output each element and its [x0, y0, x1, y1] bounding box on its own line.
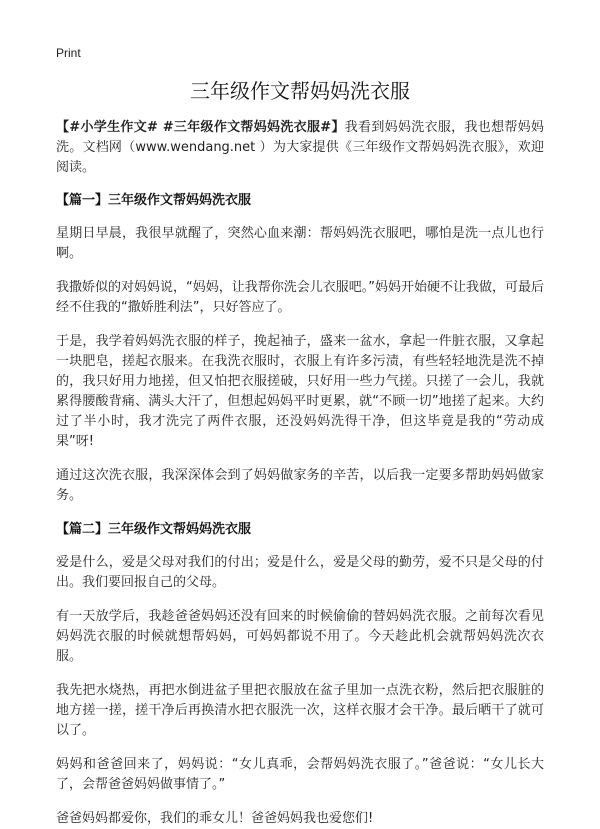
print-link[interactable]: Print: [56, 46, 81, 60]
paragraph: 星期日早晨，我很早就醒了，突然心血来潮：帮妈妈洗衣服吧，哪怕是洗一点儿也行啊。: [56, 226, 544, 261]
paragraph: 有一天放学后，我趁爸爸妈妈还没有回来的时候偷偷的替妈妈洗衣服。之前每次看见妈妈洗衣服的时候就想帮妈妈，可妈妈都说不用了。今天趁此机会就帮妈妈洗次衣服。: [56, 609, 544, 664]
paragraph: 通过这次洗衣服，我深深体会到了妈妈做家务的辛苦，以后我一定要多帮助妈妈做家务。: [56, 468, 544, 503]
paragraph: 爱是什么，爱是父母对我们的付出；爱是什么，爱是父母的勤劳，爱不只是父母的付出。我们要回报自己的父母。: [56, 555, 544, 590]
paragraph: 于是，我学着妈妈洗衣服的样子，挽起袖子，盛来一盆水，拿起一件脏衣服，又拿起一块肥皂，搓起衣服来。在我洗衣服时，衣服上有许多污渍，有些轻轻地洗是洗不掉的，我只好用力地搓，但又怕把衣服搓破，只好用一些力气搓。只搓了一会儿，我就累得腰酸背痛、满头大汗了，但想起妈妈平时更累，就“不顾一切”地搓了起来。大约过了半小时，我才洗完了两件衣服，还没妈妈洗得干净，但这毕竟是我的“劳动成果”呀!: [56, 334, 544, 449]
document-title: 三年级作文帮妈妈洗衣服: [190, 79, 410, 103]
paragraph: 妈妈和爸爸回来了，妈妈说：“女儿真乖，会帮妈妈洗衣服了。”爸爸说：“女儿长大了，会帮爸爸妈妈做事情了。”: [56, 757, 544, 792]
paragraph: 我撒娇似的对妈妈说，“妈妈，让我帮你洗会儿衣服吧。”妈妈开始硬不让我做，可最后经不住我的“撒娇胜利法”，只好答应了。: [56, 280, 544, 315]
section-heading-1: 【篇一】三年级作文帮妈妈洗衣服: [56, 193, 252, 208]
paragraph: 爸爸妈妈都爱你，我们的乖女儿！爸爸妈妈我也爱您们!: [56, 811, 374, 826]
intro-paragraph: [56, 118, 544, 178]
intro-text: 我看到妈妈洗衣服，我也想帮妈妈洗。文档网（www.wendang.net ）为大家提供《三年级作文帮妈妈洗衣服》，欢迎阅读。: [56, 120, 544, 175]
section-heading-2: 【篇二】三年级作文帮妈妈洗衣服: [56, 522, 252, 537]
intro-tags: 【#小学生作文# #三年级作文帮妈妈洗衣服#】: [56, 120, 345, 135]
paragraph: 我先把水烧热，再把水倒进盆子里把衣服放在盆子里加一点洗衣粉，然后把衣服脏的地方搓一搓，搓干净后再换清水把衣服洗一次，这样衣服才会干净。最后晒干了就可以了。: [56, 683, 544, 738]
